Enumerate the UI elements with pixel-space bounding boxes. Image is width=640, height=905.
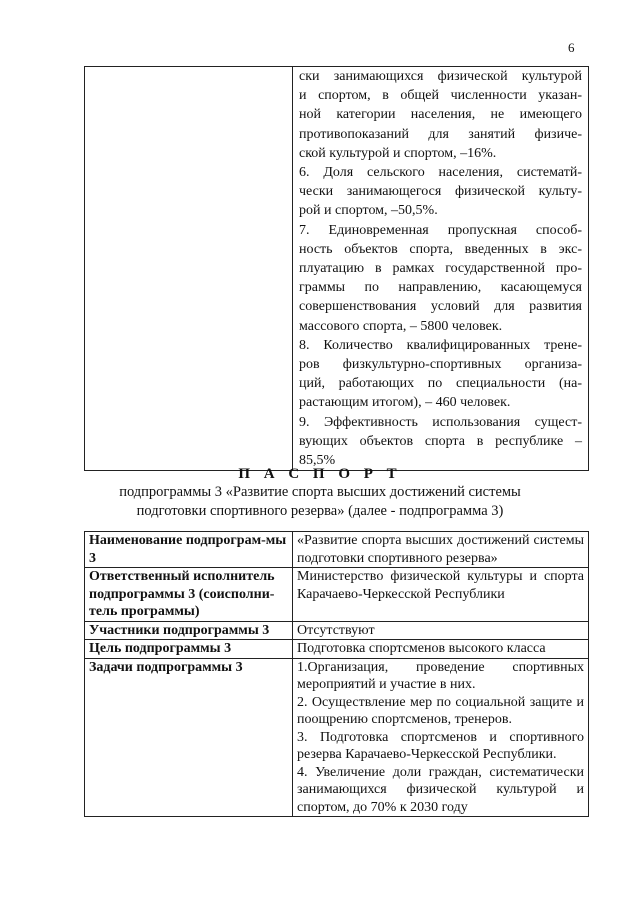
continuation-line: чески занимающегося физической культу-: [299, 184, 582, 200]
continuation-value-cell: [293, 67, 589, 471]
row-value: «Развитие спорта высших достижений системы подготовки спортивного резерва»: [293, 532, 589, 568]
continuation-line: совершенствования условий для развития: [299, 299, 582, 315]
task-item: 1.Организация, проведение спортивных мероприятий и участие в них.: [297, 659, 584, 692]
continuation-line: ров физкультурно-спортивных организа-: [299, 357, 582, 373]
continuation-line: противопоказаний для занятий физиче-: [299, 126, 582, 142]
task-item: 2. Осуществление мер по социальной защите и поощрению спортсменов, тренеров.: [297, 694, 584, 727]
row-key: Ответственный исполнитель подпрограммы 3 (соисполни-тель программы): [85, 568, 293, 622]
continuation-line: и спортом, в общей численности указан-: [299, 88, 582, 104]
row-value: [293, 658, 589, 817]
continuation-line: 7. Единовременная пропускная способ-: [299, 222, 582, 238]
passport-table: [84, 531, 589, 817]
row-value: Отсутствуют: [293, 621, 589, 640]
table-row: [85, 532, 589, 568]
continuation-line: растающим итогом), – 460 человек.: [299, 395, 511, 411]
passport-title: П А С П О Р Т: [238, 466, 402, 482]
continuation-line: граммы по направлению, касающемуся: [299, 280, 582, 296]
continuation-key-cell: [85, 67, 293, 471]
row-value: Министерство физической культуры и спорта Карачаево-Черкесской Республики: [293, 568, 589, 622]
continuation-line: 6. Доля сельского населения, систематй-: [299, 165, 582, 181]
table-row: [85, 658, 589, 817]
table-row: [85, 621, 589, 640]
table-row: [85, 568, 589, 622]
continuation-line: 9. Эффективность использования сущест-: [299, 414, 582, 430]
continuation-line: массового спорта, – 5800 человек.: [299, 318, 503, 334]
continuation-line: вующих объектов спорта в республике –: [299, 433, 582, 449]
row-key: Задачи подпрограммы 3: [85, 658, 293, 817]
continuation-line: ской культурой и спортом, –16%.: [299, 145, 497, 161]
continuation-line: ной категории населения, не имеющего: [299, 107, 582, 123]
passport-subtitle-line: подготовки спортивного резерва» (далее - подпрограмма 3): [136, 503, 504, 519]
continuation-line: рой и спортом, –50,5%.: [299, 203, 438, 219]
passport-subtitle-line: подпрограммы 3 «Развитие спорта высших достижений системы: [119, 484, 521, 500]
continuation-line: ность объектов спорта, введенных в экс-: [299, 241, 582, 257]
passport-subtitle: [0, 483, 640, 521]
continuation-table: [84, 66, 589, 471]
page-number: 6: [568, 40, 575, 55]
row-key: Наименование подпрограм-мы 3: [85, 532, 293, 568]
continuation-line: 85,5%: [299, 453, 336, 469]
row-key: Цель подпрограммы 3: [85, 640, 293, 659]
continuation-line: 8. Количество квалифицированных трене-: [299, 337, 582, 353]
task-item: 4. Увеличение доли граждан, систематически занимающихся физической культурой и спортом, до 70% к 2030 году: [297, 764, 584, 815]
task-item: 3. Подготовка спортсменов и спортивного резерва Карачаево-Черкесской Республики.: [297, 729, 584, 762]
continuation-line: плуатацию в рамках государственной про-: [299, 261, 582, 277]
row-value: Подготовка спортсменов высокого класса: [293, 640, 589, 659]
continuation-line: ски занимающихся физической культурой: [299, 69, 582, 84]
continuation-line: ций, работающих по специальности (на-: [299, 376, 582, 392]
row-key: Участники подпрограммы 3: [85, 621, 293, 640]
table-row: [85, 640, 589, 659]
